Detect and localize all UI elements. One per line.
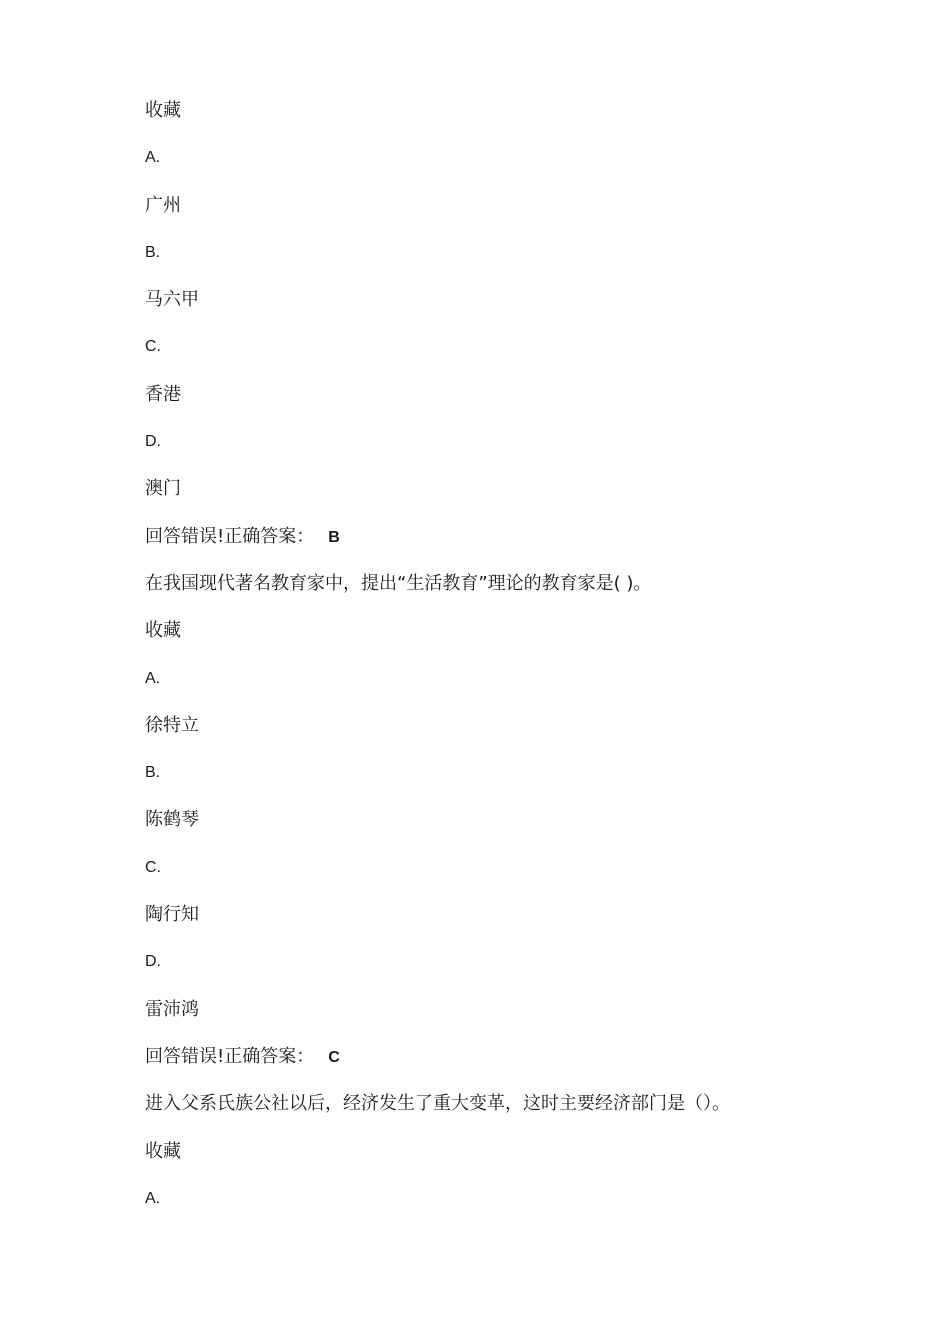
option-text-b[interactable]: 马六甲 [145,289,199,311]
option-letter-c: C. [145,858,161,876]
answer-result [145,1040,845,1087]
answer-result-label: 回答错误!正确答案： [145,1045,315,1067]
question-text: 进入父系氏族公社以后，经济发生了重大变革，这时主要经济部门是（）。 [145,1093,730,1115]
answer-result [145,520,845,567]
option-letter-d: D. [145,953,161,971]
option-letter-a: A. [145,669,161,687]
option-letter-c: C. [145,338,161,356]
option-text-d[interactable]: 澳门 [145,478,181,500]
option-letter-a: A. [145,149,161,167]
option-letter-d: D. [145,433,161,451]
favorite-link[interactable]: 收藏 [145,100,181,121]
question-text: 在我国现代著名教育家中，提出“生活教育”理论的教育家是( )。 [145,572,652,594]
option-letter-a: A. [145,1189,161,1207]
favorite-link[interactable]: 收藏 [145,1140,181,1162]
answer-result-label: 回答错误!正确答案： [145,525,315,547]
document-page [145,94,845,1229]
option-text-a[interactable]: 徐特立 [145,714,199,736]
option-letter-b: B. [145,243,161,261]
correct-answer-value: C [328,1048,340,1066]
option-text-a[interactable]: 广州 [145,194,181,216]
option-text-b[interactable]: 陈鹤琴 [145,809,199,831]
correct-answer-value: B [328,528,340,546]
option-text-d[interactable]: 雷沛鸿 [145,998,199,1020]
option-letter-b: B. [145,764,161,782]
favorite-link[interactable]: 收藏 [145,620,181,642]
option-text-c[interactable]: 陶行知 [145,904,199,926]
option-text-c[interactable]: 香港 [145,383,181,405]
